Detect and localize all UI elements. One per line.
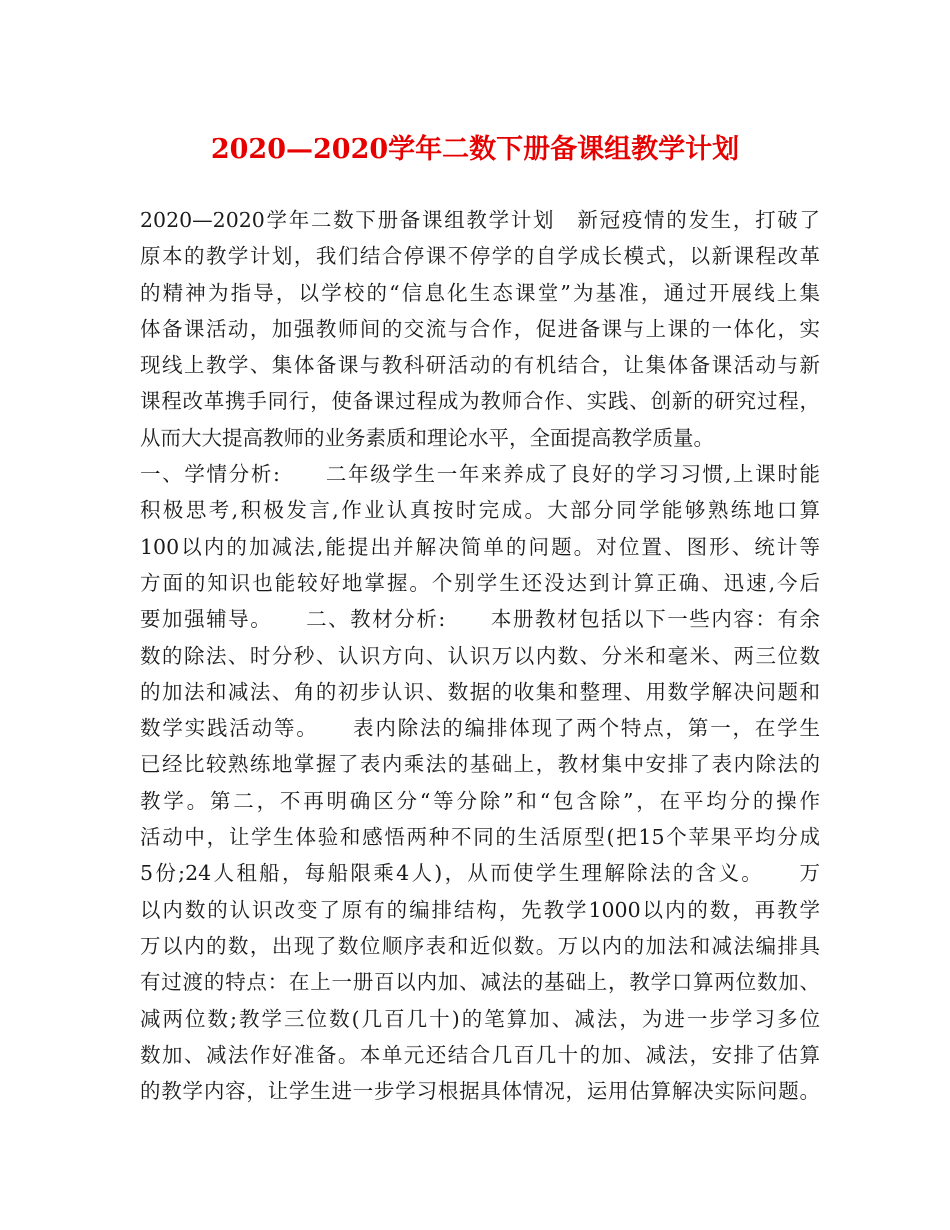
body-line: 数的除法、时分秒、认识方向、认识万以内数、分米和毫米、两三位数 — [140, 643, 820, 668]
body-line: 的精神为指导，以学校的“信息化生态课堂”为基准，通过开展线上集 — [140, 280, 820, 305]
body-line: 积极思考,积极发言,作业认真按时完成。大部分同学能够熟练地口算 — [140, 498, 820, 523]
body-line: 100以内的加减法,能提出并解决简单的问题。对位置、图形、统计等 — [140, 534, 820, 559]
body-line: 数学实践活动等。 表内除法的编排体现了两个特点，第一，在学生 — [140, 716, 820, 741]
body-line: 体备课活动，加强教师间的交流与合作，促进备课与上课的一体化，实 — [140, 316, 820, 341]
body-line: 万以内的数，出现了数位顺序表和近似数。万以内的加法和减法编排具 — [140, 933, 820, 958]
body-line: 活动中，让学生体验和感悟两种不同的生活原型(把15个苹果平均分成 — [140, 825, 820, 850]
body-line: 的教学内容，让学生进一步学习根据具体情况，运用估算解决实际问题。 — [140, 1079, 820, 1104]
body-line: 以内数的认识改变了原有的编排结构，先教学1000以内的数，再教学 — [140, 897, 820, 922]
body-line: 5份;24人租船，每船限乘4人)，从而使学生理解除法的含义。 万 — [140, 861, 820, 886]
body-line: 有过渡的特点：在上一册百以内加、减法的基础上，教学口算两位数加、 — [140, 970, 820, 995]
body-line: 数加、减法作好准备。本单元还结合几百几十的加、减法，安排了估算 — [140, 1042, 820, 1067]
body-line: 现线上教学、集体备课与教科研活动的有机结合，让集体备课活动与新 — [140, 353, 820, 378]
body-line: 原本的教学计划，我们结合停课不停学的自学成长模式，以新课程改革 — [140, 244, 820, 269]
body-line: 从而大大提高教师的业务素质和理论水平，全面提高教学质量。 — [140, 425, 714, 450]
body-line: 一、学情分析: 二年级学生一年来养成了良好的学习习惯,上课时能 — [140, 462, 820, 487]
body-line: 课程改革携手同行，使备课过程成为教师合作、实践、创新的研究过程， — [140, 389, 820, 414]
document-title: 2020—2020学年二数下册备课组教学计划 — [210, 134, 740, 165]
body-line: 教学。第二，不再明确区分“等分除”和“包含除”，在平均分的操作 — [140, 788, 820, 813]
body-line: 2020—2020学年二数下册备课组教学计划 新冠疫情的发生，打破了 — [140, 208, 820, 232]
document-body — [140, 202, 820, 1109]
body-line: 减两位数;教学三位数(几百几十)的笔算加、减法，为进一步学习多位 — [140, 1006, 820, 1031]
body-line: 方面的知识也能较好地掌握。个别学生还没达到计算正确、迅速,今后 — [140, 570, 820, 595]
body-line: 要加强辅导。 二、教材分析: 本册教材包括以下一些内容：有余 — [140, 607, 820, 632]
body-line: 已经比较熟练地掌握了表内乘法的基础上，教材集中安排了表内除法的 — [140, 752, 820, 777]
body-line: 的加法和减法、角的初步认识、数据的收集和整理、用数学解决问题和 — [140, 679, 820, 704]
